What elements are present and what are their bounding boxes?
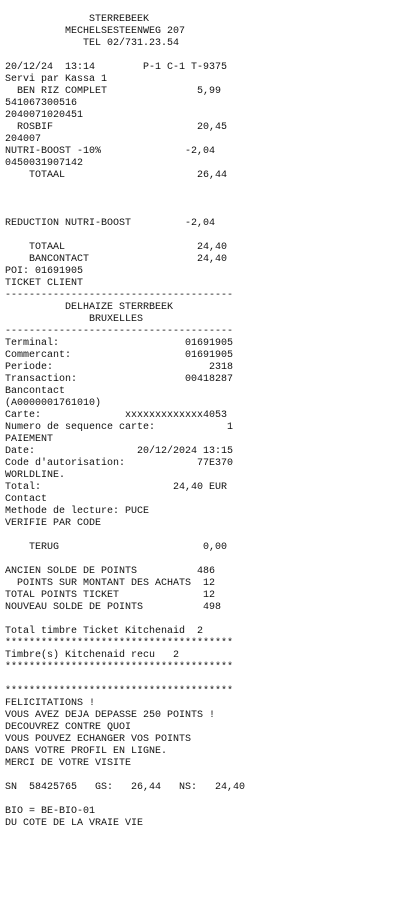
receipt-line: NOUVEAU SOLDE DE POINTS 498 (5, 602, 222, 613)
receipt-line: PAIEMENT (5, 434, 54, 445)
receipt-line (5, 794, 420, 806)
receipt-line: SN 58425765 GS: 26,44 NS: 24,40 (5, 782, 246, 793)
receipt-line: VOUS AVEZ DEJA DEPASSE 250 POINTS ! (5, 710, 216, 721)
receipt-line: TERUG 0,00 (5, 542, 228, 553)
receipt-line (5, 674, 420, 686)
receipt-line: -------------------------------------- (5, 326, 234, 337)
receipt-line: TICKET CLIENT (5, 278, 84, 289)
receipt-line: TOTAAL 26,44 (5, 170, 228, 181)
receipt-line: DECOUVREZ CONTRE QUOI (5, 722, 132, 733)
receipt-line: Total timbre Ticket Kitchenaid 2 (5, 626, 204, 637)
receipt-line: -------------------------------------- (5, 290, 234, 301)
receipt-line: (A0000001761010) (5, 398, 102, 409)
receipt-line: STERREBEEK (5, 14, 150, 25)
receipt-line: REDUCTION NUTRI-BOOST -2,04 (5, 218, 216, 229)
receipt-line: TOTAAL 24,40 (5, 242, 228, 253)
receipt-line: ANCIEN SOLDE DE POINTS 486 (5, 566, 216, 577)
receipt-line: Periode: 2318 (5, 362, 234, 373)
receipt-line: NUTRI-BOOST -10% -2,04 (5, 146, 216, 157)
receipt-line: POINTS SUR MONTANT DES ACHATS 12 (5, 578, 216, 589)
receipt-line (5, 194, 420, 206)
receipt-line: VERIFIE PAR CODE (5, 518, 102, 529)
receipt-line: 204007 (5, 134, 42, 145)
receipt (5, 14, 420, 830)
receipt-line: BRUXELLES (5, 314, 144, 325)
receipt-line: VOUS POUVEZ ECHANGER VOS POINTS (5, 734, 192, 745)
receipt-line: TOTAL POINTS TICKET 12 (5, 590, 216, 601)
receipt-line: ************************************** (5, 638, 234, 649)
receipt-line (5, 770, 420, 782)
receipt-line (5, 182, 420, 194)
receipt-line: 541067300516 (5, 98, 78, 109)
receipt-line: Commercant: 01691905 (5, 350, 234, 361)
receipt-line (5, 530, 420, 542)
receipt-line: Servi par Kassa 1 (5, 74, 108, 85)
receipt-line (5, 50, 420, 62)
receipt-line (5, 230, 420, 242)
receipt-line: Total: 24,40 EUR (5, 482, 228, 493)
receipt-line: Methode de lecture: PUCE (5, 506, 150, 517)
receipt-line: WORLDLINE. (5, 470, 66, 481)
receipt-line: BEN RIZ COMPLET 5,99 (5, 86, 222, 97)
receipt-line: DELHAIZE STERRBEEK (5, 302, 174, 313)
receipt-line: POI: 01691905 (5, 266, 84, 277)
receipt-line: MECHELSESTEENWEG 207 (5, 26, 186, 37)
receipt-line: Timbre(s) Kitchenaid recu 2 (5, 650, 180, 661)
receipt-line: DANS VOTRE PROFIL EN LIGNE. (5, 746, 168, 757)
receipt-line: Numero de sequence carte: 1 (5, 422, 234, 433)
receipt-line: ************************************** (5, 662, 234, 673)
receipt-line: MERCI DE VOTRE VISITE (5, 758, 132, 769)
receipt-line: ROSBIF 20,45 (5, 122, 228, 133)
receipt-line (5, 614, 420, 626)
receipt-line: 0450031907142 (5, 158, 84, 169)
receipt-line: DU COTE DE LA VRAIE VIE (5, 818, 144, 829)
receipt-line: Bancontact (5, 386, 66, 397)
receipt-line: TEL 02/731.23.54 (5, 38, 180, 49)
receipt-line: Code d'autorisation: 77E370 (5, 458, 234, 469)
receipt-line: 20/12/24 13:14 P-1 C-1 T-9375 (5, 62, 228, 73)
receipt-line: BANCONTACT 24,40 (5, 254, 228, 265)
receipt-line: ************************************** (5, 686, 234, 697)
receipt-line (5, 554, 420, 566)
receipt-line: Terminal: 01691905 (5, 338, 234, 349)
receipt-line: Transaction: 00418287 (5, 374, 234, 385)
receipt-line (5, 206, 420, 218)
receipt-line: Contact (5, 494, 48, 505)
receipt-line: Date: 20/12/2024 13:15 (5, 446, 234, 457)
receipt-line: 2040071020451 (5, 110, 84, 121)
receipt-line: FELICITATIONS ! (5, 698, 96, 709)
receipt-line: Carte: xxxxxxxxxxxxx4053 (5, 410, 228, 421)
receipt-line: BIO = BE-BIO-01 (5, 806, 96, 817)
